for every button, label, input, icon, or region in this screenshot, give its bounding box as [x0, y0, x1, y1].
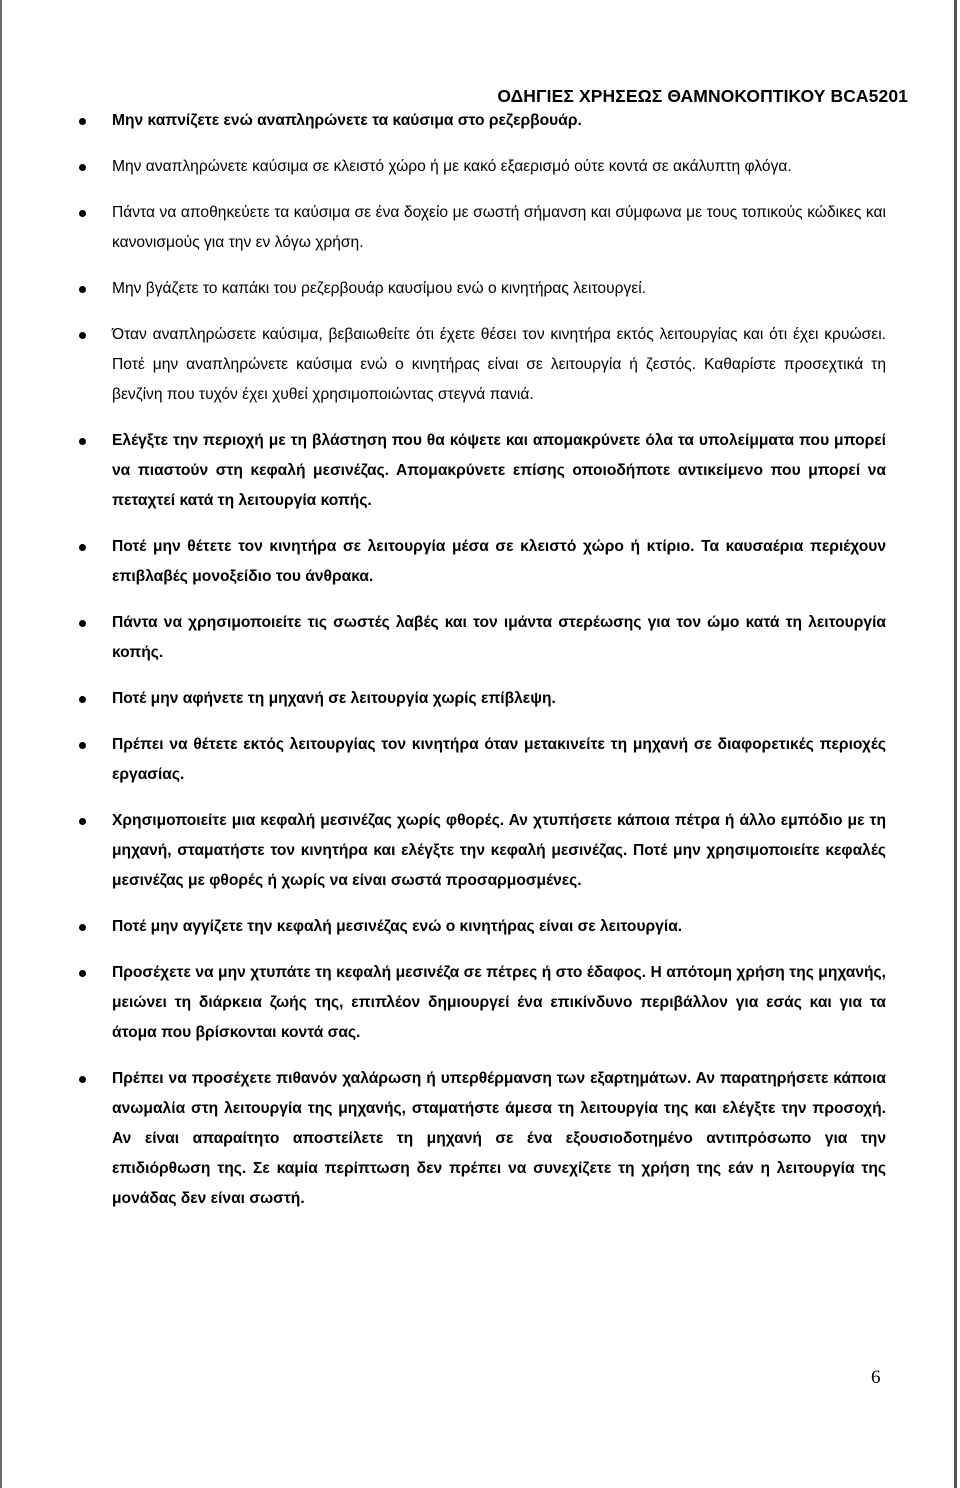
bullet-text: Πάντα να χρησιμοποιείτε τις σωστές λαβές και τον ιμάντα στερέωσης για τον ώμο κατά τη λειτουργία κοπής.	[112, 614, 886, 661]
bullet-dot-icon	[79, 332, 86, 339]
bullet-item	[112, 106, 886, 136]
bullet-dot-icon	[79, 620, 86, 627]
bullet-text: Όταν αναπληρώσετε καύσιμα, βεβαιωθείτε ότι έχετε θέσει τον κινητήρα εκτός λειτουργίας και ότι έχει κρυώσει. Ποτέ μην αναπληρώνετε καύσιμα ενώ ο κινητήρας είναι σε λειτουργία ή ζεστός. Καθαρίστε προσεχτικά τη βενζίνη που τυχόν έχει χυθεί χρησιμοποιώντας στεγνά πανιά.	[112, 326, 886, 403]
bullet-dot-icon	[79, 210, 86, 217]
bullet-text: Μην βγάζετε το καπάκι του ρεζερβουάρ καυσίμου ενώ ο κινητήρας λειτουργεί.	[112, 280, 647, 297]
bullet-item	[112, 958, 886, 1048]
bullet-item	[112, 806, 886, 896]
bullet-dot-icon	[79, 544, 86, 551]
bullet-dot-icon	[79, 818, 86, 825]
bullet-item	[112, 608, 886, 668]
bullet-item	[112, 152, 886, 182]
bullet-item	[112, 684, 886, 714]
bullet-item	[112, 1064, 886, 1214]
bullet-dot-icon	[79, 924, 86, 931]
bullet-item	[112, 532, 886, 592]
bullet-text: Προσέχετε να μην χτυπάτε τη κεφαλή μεσινέζα σε πέτρες ή στο έδαφος. Η απότομη χρήση της μηχανής, μειώνει τη διάρκεια ζωής της, επιπλέον δημιουργεί ένα επικίνδυνο περιβάλλον για εσάς και για τα άτομα που βρίσκονται κοντά σας.	[112, 964, 886, 1041]
bullet-item	[112, 426, 886, 516]
bullet-text: Ποτέ μην αφήνετε τη μηχανή σε λειτουργία χωρίς επίβλεψη.	[112, 690, 556, 707]
bullet-item	[112, 730, 886, 790]
bullet-dot-icon	[79, 696, 86, 703]
bullet-text: Μην καπνίζετε ενώ αναπληρώνετε τα καύσιμα στο ρεζερβουάρ.	[112, 112, 582, 129]
bullet-text: Ποτέ μην αγγίζετε την κεφαλή μεσινέζας ενώ ο κινητήρας είναι σε λειτουργία.	[112, 918, 683, 935]
bullet-text: Μην αναπληρώνετε καύσιμα σε κλειστό χώρο ή με κακό εξαερισμό ούτε κοντά σε ακάλυπτη φλόγα.	[112, 158, 792, 175]
bullet-text: Ελέγξτε την περιοχή με τη βλάστηση που θα κόψετε και απομακρύνετε όλα τα υπολείμματα που μπορεί να πιαστούν στη κεφαλή μεσινέζας. Απομακρύνετε επίσης οποιοδήποτε αντικείμενο που μπορεί να πεταχτεί κατά τη λειτουργία κοπής.	[112, 432, 886, 509]
safety-instructions-list	[112, 106, 886, 1230]
bullet-item	[112, 274, 886, 304]
bullet-text: Χρησιμοποιείτε μια κεφαλή μεσινέζας χωρίς φθορές. Αν χτυπήσετε κάποια πέτρα ή άλλο εμπόδιο με τη μηχανή, σταματήστε τον κινητήρα και ελέγξτε την κεφαλή μεσινέζας. Ποτέ μην χρησιμοποιείτε κεφαλές μεσινέζας με φθορές ή χωρίς να είναι σωστά προσαρμοσμένες.	[112, 812, 886, 889]
bullet-text: Ποτέ μην θέτετε τον κινητήρα σε λειτουργία μέσα σε κλειστό χώρο ή κτίριο. Τα καυσαέρια περιέχουν επιβλαβές μονοξείδιο του άνθρακα.	[112, 538, 886, 585]
bullet-text: Πρέπει να θέτετε εκτός λειτουργίας τον κινητήρα όταν μετακινείτε τη μηχανή σε διαφορετικές περιοχές εργασίας.	[112, 736, 886, 783]
page-number: 6	[871, 1367, 881, 1388]
page-border-left	[0, 0, 2, 1488]
bullet-text: Πρέπει να προσέχετε πιθανόν χαλάρωση ή υπερθέρμανση των εξαρτημάτων. Αν παρατηρήσετε κάποια ανωμαλία στη λειτουργία της μηχανής, σταματήστε άμεσα τη λειτουργία της και ελέγξτε την προσοχή. Αν είναι απαραίτητο αποστείλετε τη μηχανή σε ένα εξουσιοδοτημένο αντιπρόσωπο για την επιδιόρθωση της. Σε καμία περίπτωση δεν πρέπει να συνεχίζετε τη χρήση της εάν η λειτουργία της μονάδας δεν είναι σωστή.	[112, 1070, 886, 1207]
page-border-right	[954, 0, 957, 1488]
bullet-item	[112, 320, 886, 410]
bullet-dot-icon	[79, 742, 86, 749]
bullet-dot-icon	[79, 118, 86, 125]
bullet-dot-icon	[79, 970, 86, 977]
document-header-title: ΟΔΗΓΙΕΣ ΧΡΗΣΕΩΣ ΘΑΜΝΟΚΟΠΤΙΚΟΥ BCA5201	[497, 86, 908, 106]
bullet-dot-icon	[79, 1076, 86, 1083]
bullet-dot-icon	[79, 164, 86, 171]
bullet-text: Πάντα να αποθηκεύετε τα καύσιμα σε ένα δοχείο με σωστή σήμανση και σύμφωνα με τους τοπικούς κώδικες και κανονισμούς για την εν λόγω χρήση.	[112, 204, 886, 251]
bullet-item	[112, 198, 886, 258]
bullet-item	[112, 912, 886, 942]
bullet-dot-icon	[79, 438, 86, 445]
bullet-dot-icon	[79, 286, 86, 293]
